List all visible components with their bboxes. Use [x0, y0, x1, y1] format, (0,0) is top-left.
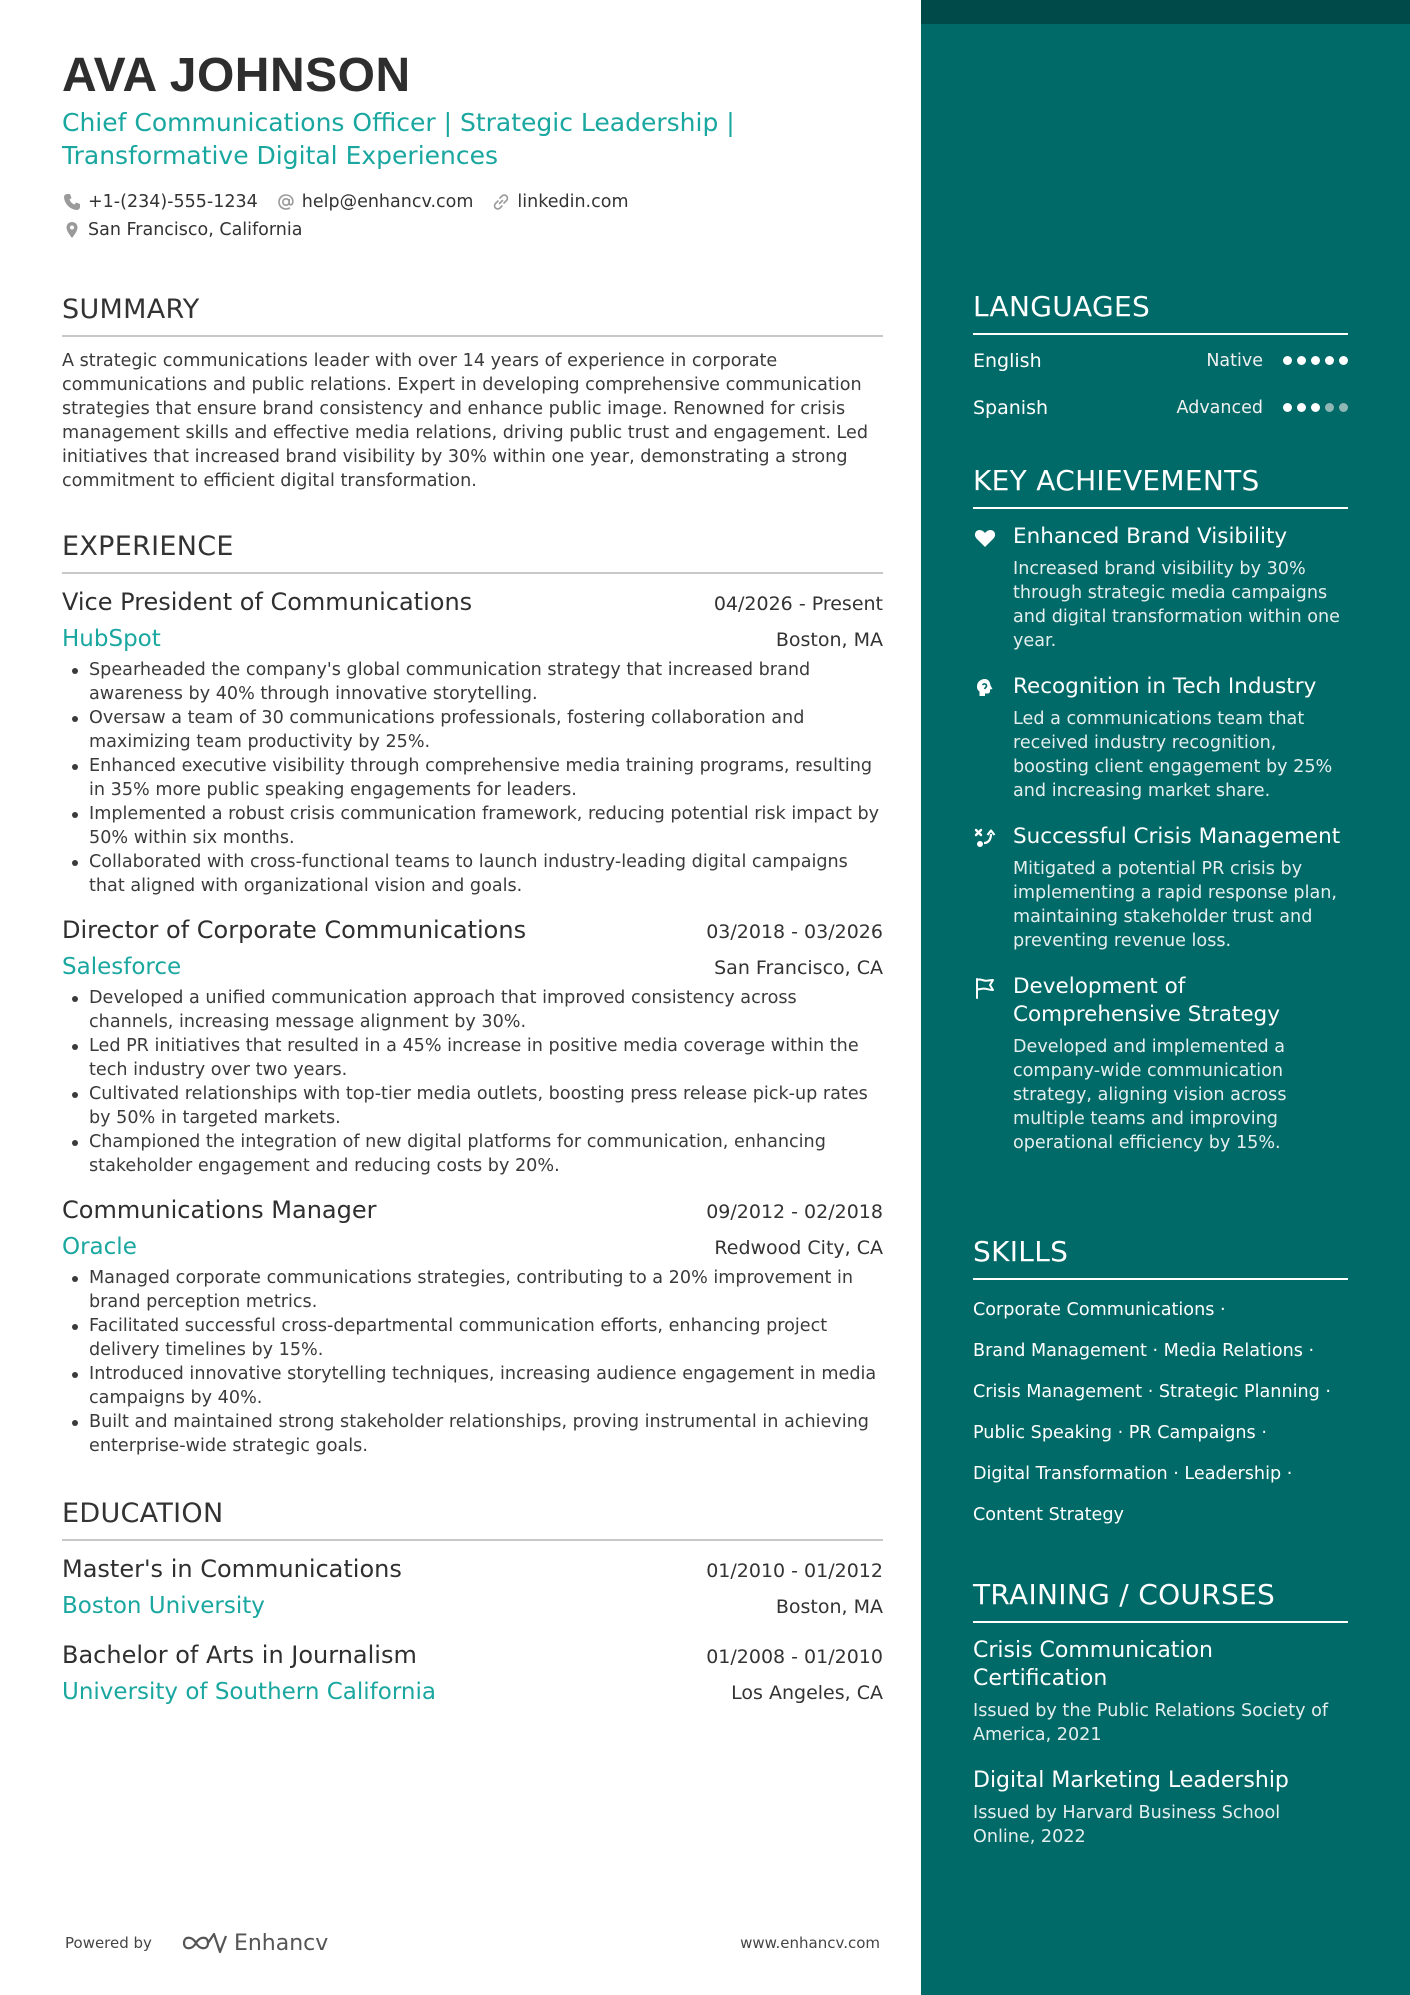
rating-dot — [1339, 403, 1348, 412]
experience-title: EXPERIENCE — [62, 531, 883, 574]
powered-by — [65, 1930, 328, 1956]
education-dates: 01/2010 - 01/2012 — [706, 1560, 883, 1582]
course-desc: Issued by Harvard Business School Online, 2022 — [973, 1803, 1281, 1847]
job-bullets — [62, 658, 883, 898]
footer-website[interactable]: www.enhancv.com — [740, 1934, 880, 1952]
bullet-item: Oversaw a team of 30 communications professionals, fostering collaboration and maximizing team productivity by 25%. — [62, 706, 883, 754]
footer — [65, 1930, 880, 1956]
email-address: help@enhancv.com — [301, 192, 474, 212]
achievement-title: Development of Comprehensive Strategy — [1013, 974, 1280, 1027]
candidate-name: AVA JOHNSON — [62, 49, 411, 102]
education-section — [62, 1498, 883, 1705]
link-icon — [491, 192, 511, 212]
enhancv-logo-icon — [180, 1930, 228, 1956]
course-item — [973, 1637, 1348, 1747]
course-desc: Issued by the Public Relations Society of America, 2021 — [973, 1701, 1329, 1745]
achievement-desc: Mitigated a potential PR crisis by implementing a rapid response plan, maintaining stakeholder trust and preventing revenue loss. — [1013, 859, 1338, 951]
bullet-item: Built and maintained strong stakeholder relationships, proving instrumental in achieving enterprise-wide strategic goals. — [62, 1410, 883, 1458]
language-level: Native — [1206, 350, 1263, 371]
company-name: HubSpot — [62, 626, 161, 652]
job-dates: 03/2018 - 03/2026 — [706, 921, 883, 943]
contact-info — [62, 188, 883, 244]
course-title: Crisis Communication Certification — [973, 1638, 1213, 1691]
language-name: Spanish — [973, 396, 1049, 419]
achievements-section — [973, 464, 1348, 1155]
phone-contact[interactable] — [62, 192, 258, 212]
rating-dot — [1339, 356, 1348, 365]
skill-line: Brand Management · Media Relations · — [973, 1341, 1315, 1361]
strategy-icon — [973, 823, 1013, 953]
bullet-item: Cultivated relationships with top-tier media outlets, boosting press release pick-up rates by 50% in targeted markets. — [62, 1082, 883, 1130]
experience-section — [62, 531, 883, 1458]
skill-line: Corporate Communications · — [973, 1300, 1226, 1320]
language-item — [973, 337, 1348, 384]
powered-by-label: Powered by — [65, 1934, 152, 1952]
achievement-title: Recognition in Tech Industry — [1013, 674, 1317, 699]
at-icon — [276, 192, 296, 212]
heart-icon — [973, 523, 1013, 653]
job-location: Boston, MA — [775, 629, 883, 651]
location-contact — [62, 220, 302, 240]
achievement-title: Enhanced Brand Visibility — [1013, 524, 1288, 549]
training-title: TRAINING / COURSES — [973, 1578, 1348, 1623]
phone-icon — [62, 192, 82, 212]
enhancv-logo[interactable] — [180, 1930, 328, 1956]
linkedin-contact[interactable] — [491, 192, 628, 212]
email-contact[interactable] — [276, 192, 474, 212]
job-dates: 09/2012 - 02/2018 — [706, 1201, 883, 1223]
skill-line: Content Strategy — [973, 1505, 1124, 1525]
degree-name: Master's in Communications — [62, 1555, 402, 1583]
location-text: San Francisco, California — [88, 220, 303, 240]
company-name: Salesforce — [62, 954, 182, 980]
skills-list — [973, 1290, 1348, 1536]
skill-line: Public Speaking · PR Campaigns · — [973, 1423, 1267, 1443]
achievement-item — [973, 973, 1348, 1155]
achievement-desc: Led a communications team that received industry recognition, boosting client engagement by 25% and increasing market share. — [1013, 709, 1333, 801]
summary-text: A strategic communications leader with over 14 years of experience in corporate communications and public relations. Expert in developing comprehensive communication strategies that ensure brand consistency and enhance public image. Renowned for crisis management skills and effective media relations, driving public trust and engagement. Led initiatives that increased brand visibility by 30% within one year, demonstrating a strong commitment to efficient digital transformation. — [62, 351, 869, 491]
bullet-item: Enhanced executive visibility through comprehensive media training programs, resulting in 35% more public speaking engagements for leaders. — [62, 754, 883, 802]
bullet-item: Implemented a robust crisis communication framework, reducing potential risk impact by 50% within six months. — [62, 802, 883, 850]
company-name: Oracle — [62, 1234, 137, 1260]
school-location: Los Angeles, CA — [731, 1682, 883, 1704]
achievement-item — [973, 523, 1348, 653]
rating-dot — [1311, 403, 1320, 412]
achievement-item — [973, 673, 1348, 803]
job-title: Director of Corporate Communications — [62, 916, 527, 944]
achievement-desc: Increased brand visibility by 30% through strategic media campaigns and digital transformation within one year. — [1013, 559, 1340, 651]
location-pin-icon — [62, 220, 82, 240]
achievement-desc: Developed and implemented a company-wide communication strategy, aligning vision across multiple teams and improving operational efficiency by 15%. — [1013, 1037, 1287, 1153]
rating-dot — [1283, 403, 1292, 412]
skill-line: Digital Transformation · Leadership · — [973, 1464, 1293, 1484]
language-name: English — [973, 349, 1042, 372]
education-dates: 01/2008 - 01/2010 — [706, 1646, 883, 1668]
job-title: Communications Manager — [62, 1196, 377, 1224]
job-location: San Francisco, CA — [714, 957, 883, 979]
bullet-item: Collaborated with cross-functional teams to launch industry-leading digital campaigns that aligned with organizational vision and goals. — [62, 850, 883, 898]
language-rating — [1283, 403, 1348, 412]
job-bullets — [62, 986, 883, 1178]
degree-name: Bachelor of Arts in Journalism — [62, 1641, 417, 1669]
achievements-title: KEY ACHIEVEMENTS — [973, 464, 1348, 509]
linkedin-url: linkedin.com — [517, 192, 629, 212]
job-bullets — [62, 1266, 883, 1458]
course-item — [973, 1767, 1348, 1849]
skills-title: SKILLS — [973, 1235, 1348, 1280]
bullet-item: Introduced innovative storytelling techniques, increasing audience engagement in media campaigns by 40%. — [62, 1362, 883, 1410]
languages-section — [973, 290, 1348, 431]
training-section — [973, 1578, 1348, 1849]
school-name: University of Southern California — [62, 1679, 436, 1705]
school-location: Boston, MA — [775, 1596, 883, 1618]
rating-dot — [1297, 356, 1306, 365]
education-title: EDUCATION — [62, 1498, 883, 1541]
bullet-item: Developed a unified communication approach that improved consistency across channels, increasing message alignment by 30%. — [62, 986, 883, 1034]
skills-section — [973, 1235, 1348, 1536]
rating-dot — [1283, 356, 1292, 365]
enhancv-brand: Enhancv — [233, 1930, 329, 1956]
summary-title: SUMMARY — [62, 294, 883, 337]
flag-icon — [973, 973, 1013, 1155]
summary-section — [62, 294, 883, 493]
bullet-item: Facilitated successful cross-departmental communication efforts, enhancing project delivery timelines by 15%. — [62, 1314, 883, 1362]
rating-dot — [1297, 403, 1306, 412]
headline: Chief Communications Officer | Strategic Leadership | Transformative Digital Experiences — [62, 108, 735, 170]
sidebar-top-bar — [921, 0, 1410, 24]
achievement-item — [973, 823, 1348, 953]
phone-number: +1-(234)-555-1234 — [88, 192, 258, 212]
skill-line: Crisis Management · Strategic Planning · — [973, 1382, 1331, 1402]
languages-title: LANGUAGES — [973, 290, 1348, 335]
bullet-item: Championed the integration of new digital platforms for communication, enhancing stakeholder engagement and reducing costs by 20%. — [62, 1130, 883, 1178]
bullet-item: Managed corporate communications strategies, contributing to a 20% improvement in brand perception metrics. — [62, 1266, 883, 1314]
experience-entry — [62, 1196, 883, 1458]
experience-entry — [62, 916, 883, 1178]
bullet-item: Spearheaded the company's global communication strategy that increased brand awareness by 40% through innovative storytelling. — [62, 658, 883, 706]
education-entry — [62, 1641, 883, 1705]
school-name: Boston University — [62, 1593, 265, 1619]
job-title: Vice President of Communications — [62, 588, 473, 616]
course-title: Digital Marketing Leadership — [973, 1768, 1289, 1793]
education-entry — [62, 1555, 883, 1619]
achievement-title: Successful Crisis Management — [1013, 824, 1341, 849]
job-location: Redwood City, CA — [714, 1237, 883, 1259]
bullet-item: Led PR initiatives that resulted in a 45% increase in positive media coverage within the tech industry over two years. — [62, 1034, 883, 1082]
rating-dot — [1325, 356, 1334, 365]
experience-entry — [62, 588, 883, 898]
language-item — [973, 384, 1348, 431]
rating-dot — [1325, 403, 1334, 412]
job-dates: 04/2026 - Present — [713, 593, 883, 615]
sidebar — [921, 0, 1410, 1995]
language-level: Advanced — [1176, 397, 1263, 418]
rating-dot — [1311, 356, 1320, 365]
brain-icon — [973, 673, 1013, 803]
language-rating — [1283, 356, 1348, 365]
